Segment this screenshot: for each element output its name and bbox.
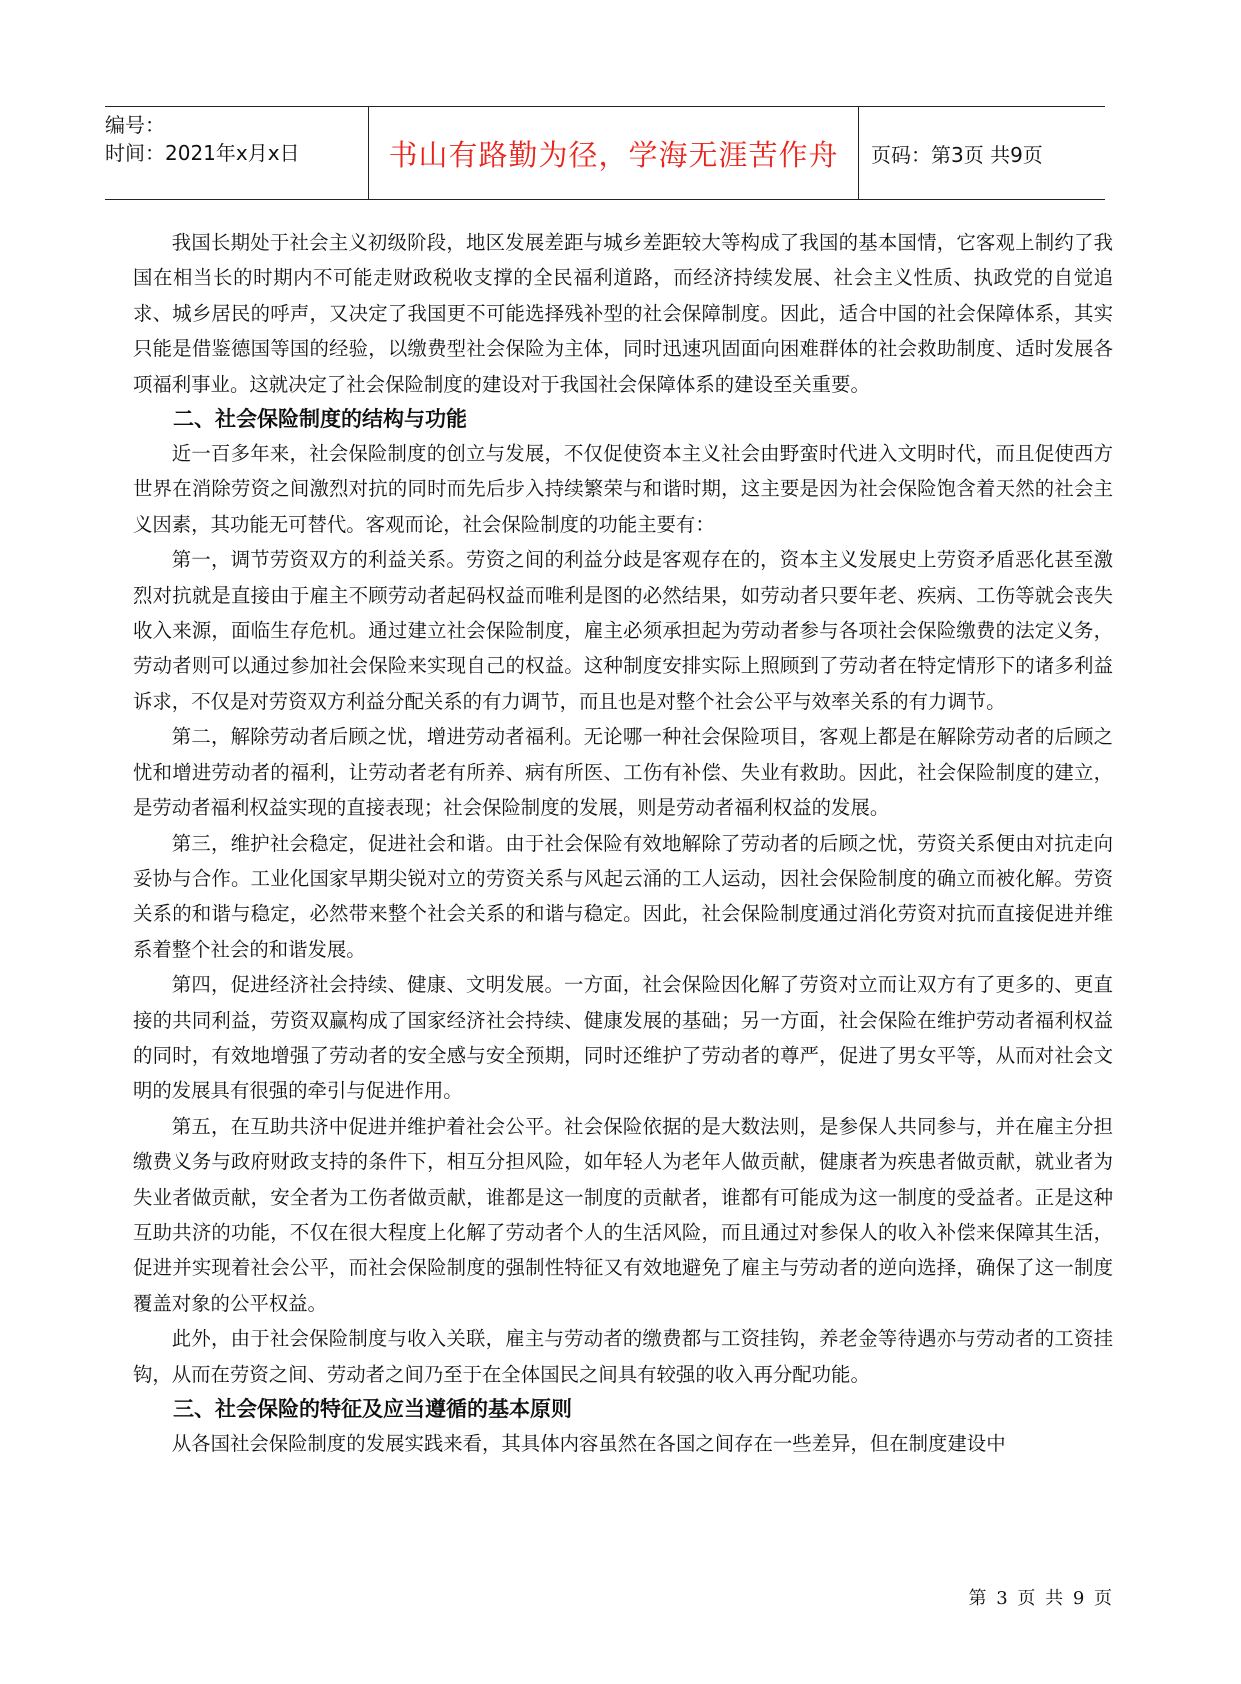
page-footer: 第 3 页 共 9 页	[968, 1588, 1114, 1609]
header-motto-cell	[369, 107, 859, 199]
document-header	[105, 106, 1105, 200]
section-heading: 二、社会保险制度的结构与功能	[173, 407, 467, 432]
paragraph: 此外，由于社会保险制度与收入关联，雇主与劳动者的缴费都与工资挂钩，养老金等待遇亦与劳动者的工资挂钩，从而在劳资之间、劳动者之间乃至于在全体国民之间具有较强的收入再分配功能。	[133, 1327, 1113, 1386]
document-time-label: 时间：2021年x月x日	[105, 141, 300, 165]
header-motto: 书山有路勤为径，学海无涯苦作舟	[388, 137, 839, 172]
header-meta	[105, 107, 369, 199]
paragraph: 从各国社会保险制度的发展实践来看，其具体内容虽然在各国之间存在一些差异，但在制度建设中	[171, 1432, 1006, 1455]
paragraph: 第四，促进经济社会持续、健康、文明发展。一方面，社会保险因化解了劳资对立而让双方有了更多的、更直接的共同利益，劳资双赢构成了国家经济社会持续、健康发展的基础；另一方面，社会保险在维护劳动者福利权益的同时，有效地增强了劳动者的安全感与安全预期，同时还维护了劳动者的尊严，促进了男女平等，从而对社会文明的发展具有很强的牵引与促进作用。	[133, 973, 1113, 1103]
paragraph: 第三，维护社会稳定，促进社会和谐。由于社会保险有效地解除了劳动者的后顾之忧，劳资关系便由对抗走向妥协与合作。工业化国家早期尖锐对立的劳资关系与风起云涌的工人运动，因社会保险制度的确立而被化解。劳资关系的和谐与稳定，必然带来整个社会关系的和谐与稳定。因此，社会保险制度通过消化劳资对抗而直接促进并维系着整个社会的和谐发展。	[133, 831, 1113, 961]
document-body	[133, 225, 1113, 1461]
paragraph: 近一百多年来，社会保险制度的创立与发展，不仅促使资本主义社会由野蛮时代进入文明时代，而且促使西方世界在消除劳资之间激烈对抗的同时而先后步入持续繁荣与和谐时期，这主要是因为社会保险饱含着天然的社会主义因素，其功能无可替代。客观而论，社会保险制度的功能主要有：	[133, 442, 1113, 536]
paragraph: 第二，解除劳动者后顾之忧，增进劳动者福利。无论哪一种社会保险项目，客观上都是在解除劳动者的后顾之忧和增进劳动者的福利，让劳动者老有所养、病有所医、工伤有补偿、失业有救助。因此，社会保险制度的建立，是劳动者福利权益实现的直接表现；社会保险制度的发展，则是劳动者福利权益的发展。	[133, 725, 1113, 820]
paragraph: 第五，在互助共济中促进并维护着社会公平。社会保险依据的是大数法则，是参保人共同参与，并在雇主分担缴费义务与政府财政支持的条件下，相互分担风险，如年轻人为老年人做贡献，健康者为疾患者做贡献，就业者为失业者做贡献，安全者为工伤者做贡献，谁都是这一制度的贡献者，谁都有可能成为这一制度的受益者。正是这种互助共济的功能，不仅在很大程度上化解了劳动者个人的生活风险，而且通过对参保人的收入补偿来保障其生活，促进并实现着社会公平，而社会保险制度的强制性特征又有效地避免了雇主与劳动者的逆向选择，确保了这一制度覆盖对象的公平权益。	[133, 1114, 1113, 1315]
section-heading: 三、社会保险的特征及应当遵循的基本原则	[173, 1397, 572, 1421]
header-page-cell	[859, 107, 1105, 199]
header-page-label: 页码：第3页 共9页	[871, 142, 1043, 167]
document-number-label: 编号：	[105, 113, 165, 137]
paragraph: 我国长期处于社会主义初级阶段，地区发展差距与城乡差距较大等构成了我国的基本国情，它客观上制约了我国在相当长的时期内不可能走财政税收支撑的全民福利道路，而经济持续发展、社会主义性质、执政党的自觉追求、城乡居民的呼声，又决定了我国更不可能选择残补型的社会保障制度。因此，适合中国的社会保障体系，其实只能是借鉴德国等国的经验，以缴费型社会保险为主体，同时迅速巩固面向困难群体的社会救助制度、适时发展各项福利事业。这就决定了社会保险制度的建设对于我国社会保障体系的建设至关重要。	[133, 231, 1113, 396]
paragraph: 第一，调节劳资双方的利益关系。劳资之间的利益分歧是客观存在的，资本主义发展史上劳资矛盾恶化甚至激烈对抗就是直接由于雇主不顾劳动者起码权益而唯利是图的必然结果，如劳动者只要年老、疾病、工伤等就会丧失收入来源，面临生存危机。通过建立社会保险制度，雇主必须承担起为劳动者参与各项社会保险缴费的法定义务，劳动者则可以通过参加社会保险来实现自己的权益。这种制度安排实际上照顾到了劳动者在特定情形下的诸多利益诉求，不仅是对劳资双方利益分配关系的有力调节，而且也是对整个社会公平与效率关系的有力调节。	[133, 548, 1113, 713]
